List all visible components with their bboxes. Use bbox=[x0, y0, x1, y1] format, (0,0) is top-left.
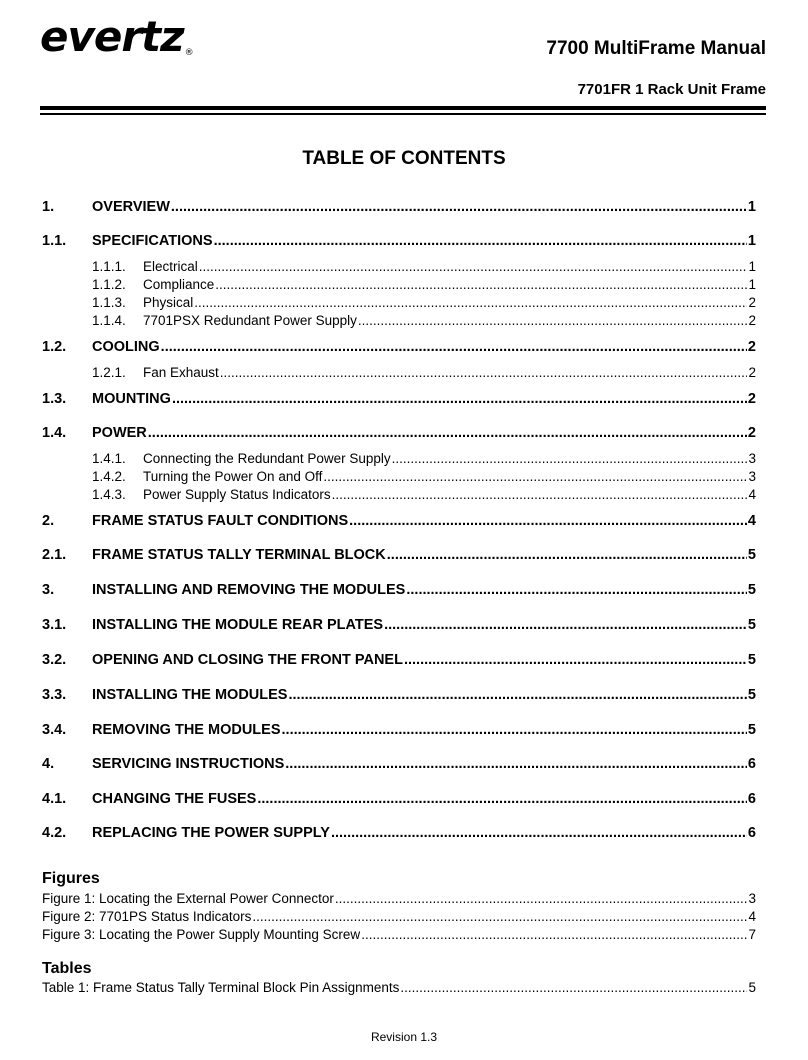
toc-entry[interactable] bbox=[42, 616, 756, 634]
entry-label: MOUNTING bbox=[92, 391, 171, 407]
dot-leader bbox=[358, 312, 748, 330]
entry-label: Figure 1: Locating the External Power Connector bbox=[42, 891, 334, 906]
toc-title: TABLE OF CONTENTS bbox=[302, 148, 506, 169]
entry-label: Figure 2: 7701PS Status Indicators bbox=[42, 909, 252, 924]
entry-label: CHANGING THE FUSES bbox=[92, 791, 257, 807]
dot-leader bbox=[384, 616, 747, 634]
entry-number: 1.4.2. bbox=[92, 469, 126, 484]
entry-page-number: 4 bbox=[748, 909, 756, 924]
dot-leader bbox=[406, 581, 747, 599]
toc-entry[interactable] bbox=[42, 276, 756, 294]
toc-entry[interactable] bbox=[42, 294, 756, 312]
dot-leader bbox=[199, 258, 748, 276]
toc-entry[interactable] bbox=[42, 424, 756, 442]
dot-leader bbox=[220, 364, 748, 382]
toc-entry[interactable] bbox=[42, 512, 756, 530]
manual-subtitle: 7701FR 1 Rack Unit Frame bbox=[577, 81, 766, 98]
toc-entry[interactable] bbox=[42, 312, 756, 330]
entry-label: Connecting the Redundant Power Supply bbox=[143, 451, 391, 466]
entry-page-number: 1 bbox=[747, 199, 756, 215]
entry-page-number: 2 bbox=[747, 391, 756, 407]
dot-leader bbox=[392, 450, 748, 468]
entry-label: Fan Exhaust bbox=[143, 365, 219, 380]
dot-leader bbox=[171, 198, 747, 216]
entry-page-number: 2 bbox=[748, 365, 756, 380]
entry-number: 3.4. bbox=[42, 722, 67, 738]
dot-leader bbox=[404, 651, 747, 669]
dot-leader bbox=[323, 468, 747, 486]
page-footer: Revision 1.3 bbox=[370, 1030, 438, 1044]
entry-number: 1.4. bbox=[42, 425, 67, 441]
entry-label: INSTALLING AND REMOVING THE MODULES bbox=[92, 582, 406, 598]
dot-leader bbox=[400, 979, 747, 997]
dot-leader bbox=[194, 294, 747, 312]
entry-page-number: 5 bbox=[747, 582, 756, 598]
entry-label: Physical bbox=[143, 295, 194, 310]
entry-label: INSTALLING THE MODULE REAR PLATES bbox=[92, 617, 384, 633]
entry-label: Table 1: Frame Status Tally Terminal Block Pin Assignments bbox=[42, 980, 400, 995]
entry-label: OPENING AND CLOSING THE FRONT PANEL bbox=[92, 652, 403, 668]
toc-entry[interactable] bbox=[42, 338, 756, 356]
entry-label: REPLACING THE POWER SUPPLY bbox=[92, 825, 330, 841]
registered-mark: ® bbox=[184, 48, 193, 58]
entry-page-number: 4 bbox=[748, 487, 756, 502]
entry-number: 1.4.1. bbox=[92, 451, 126, 466]
toc-entry[interactable] bbox=[42, 390, 756, 408]
entry-page-number: 5 bbox=[747, 722, 756, 738]
entry-label: FRAME STATUS FAULT CONDITIONS bbox=[92, 513, 349, 529]
logo-text: evertz bbox=[40, 12, 184, 61]
entry-page-number: 6 bbox=[747, 825, 756, 841]
entry-page-number: 2 bbox=[747, 339, 756, 355]
toc-entry[interactable] bbox=[42, 546, 756, 564]
dot-leader bbox=[214, 232, 747, 250]
entry-label: OVERVIEW bbox=[92, 199, 170, 215]
entry-number: 3.2. bbox=[42, 652, 67, 668]
entry-label: Turning the Power On and Off bbox=[143, 469, 323, 484]
toc-entry[interactable] bbox=[42, 468, 756, 486]
toc-entry[interactable] bbox=[42, 790, 756, 808]
dot-leader bbox=[331, 824, 747, 842]
toc-entry[interactable] bbox=[42, 686, 756, 704]
entry-number: 1.1.4. bbox=[92, 313, 126, 328]
entry-page-number: 6 bbox=[747, 791, 756, 807]
toc-entry[interactable] bbox=[42, 926, 756, 944]
entry-page-number: 4 bbox=[747, 513, 756, 529]
entry-page-number: 2 bbox=[747, 425, 756, 441]
toc-entry[interactable] bbox=[42, 890, 756, 908]
dot-leader bbox=[285, 755, 747, 773]
entry-page-number: 7 bbox=[748, 927, 756, 942]
entry-label: SERVICING INSTRUCTIONS bbox=[92, 756, 285, 772]
entry-label: INSTALLING THE MODULES bbox=[92, 687, 288, 703]
entry-number: 4.2. bbox=[42, 825, 67, 841]
dot-leader bbox=[257, 790, 747, 808]
header-rule-thin bbox=[40, 113, 766, 115]
entry-page-number: 1 bbox=[748, 259, 756, 274]
entry-number: 1.1.1. bbox=[92, 259, 126, 274]
entry-page-number: 5 bbox=[747, 617, 756, 633]
entry-page-number: 3 bbox=[748, 469, 756, 484]
entry-page-number: 3 bbox=[748, 891, 756, 906]
entry-number: 1.1. bbox=[42, 233, 67, 249]
toc-entry[interactable] bbox=[42, 581, 756, 599]
dot-leader bbox=[349, 512, 747, 530]
dot-leader bbox=[335, 890, 748, 908]
entry-page-number: 2 bbox=[748, 295, 756, 310]
toc-entry[interactable] bbox=[42, 908, 756, 926]
toc-entry[interactable] bbox=[42, 824, 756, 842]
entry-label: 7701PSX Redundant Power Supply bbox=[143, 313, 357, 328]
toc-entry[interactable] bbox=[42, 258, 756, 276]
entry-page-number: 5 bbox=[747, 652, 756, 668]
tables-heading: Tables bbox=[42, 960, 92, 977]
toc-entry[interactable] bbox=[42, 364, 756, 382]
entry-label: Figure 3: Locating the Power Supply Mounting Screw bbox=[42, 927, 361, 942]
entry-number: 1.1.2. bbox=[92, 277, 126, 292]
dot-leader bbox=[288, 686, 746, 704]
entry-page-number: 5 bbox=[747, 687, 756, 703]
dot-leader bbox=[387, 546, 747, 564]
entry-number: 4. bbox=[42, 756, 55, 772]
entry-page-number: 6 bbox=[747, 756, 756, 772]
entry-label: POWER bbox=[92, 425, 147, 441]
entry-page-number: 1 bbox=[747, 233, 756, 249]
entry-page-number: 2 bbox=[748, 313, 756, 328]
dot-leader bbox=[332, 486, 748, 504]
dot-leader bbox=[361, 926, 747, 944]
entry-label: SPECIFICATIONS bbox=[92, 233, 213, 249]
entry-number: 1. bbox=[42, 199, 55, 215]
manual-title: 7700 MultiFrame Manual bbox=[546, 38, 766, 59]
entry-number: 1.3. bbox=[42, 391, 67, 407]
toc-entry[interactable] bbox=[42, 651, 756, 669]
entry-label: Electrical bbox=[143, 259, 198, 274]
toc-entry[interactable] bbox=[42, 450, 756, 468]
toc-entry[interactable] bbox=[42, 486, 756, 504]
dot-leader bbox=[282, 721, 747, 739]
toc-entry[interactable] bbox=[42, 232, 756, 250]
entry-label: REMOVING THE MODULES bbox=[92, 722, 281, 738]
entry-number: 3.1. bbox=[42, 617, 67, 633]
entry-label: FRAME STATUS TALLY TERMINAL BLOCK bbox=[92, 547, 386, 563]
evertz-logo bbox=[40, 12, 193, 61]
dot-leader bbox=[252, 908, 747, 926]
entry-number: 1.4.3. bbox=[92, 487, 126, 502]
entry-number: 1.2. bbox=[42, 339, 67, 355]
entry-number: 1.1.3. bbox=[92, 295, 126, 310]
entry-label: Compliance bbox=[143, 277, 215, 292]
entry-page-number: 5 bbox=[748, 980, 756, 995]
entry-page-number: 3 bbox=[748, 451, 756, 466]
dot-leader bbox=[148, 424, 747, 442]
toc-entry[interactable] bbox=[42, 721, 756, 739]
entry-label: Power Supply Status Indicators bbox=[143, 487, 331, 502]
toc-entry[interactable] bbox=[42, 198, 756, 216]
entry-number: 2. bbox=[42, 513, 55, 529]
dot-leader bbox=[215, 276, 747, 294]
dot-leader bbox=[172, 390, 747, 408]
entry-number: 1.2.1. bbox=[92, 365, 126, 380]
header-rule-thick bbox=[40, 106, 766, 110]
entry-number: 2.1. bbox=[42, 547, 67, 563]
figures-heading: Figures bbox=[42, 870, 100, 887]
entry-number: 4.1. bbox=[42, 791, 67, 807]
entry-label: COOLING bbox=[92, 339, 160, 355]
entry-page-number: 5 bbox=[747, 547, 756, 563]
entry-number: 3.3. bbox=[42, 687, 67, 703]
entry-page-number: 1 bbox=[748, 277, 756, 292]
toc-entry[interactable] bbox=[42, 755, 756, 773]
entry-number: 3. bbox=[42, 582, 55, 598]
toc-entry[interactable] bbox=[42, 979, 756, 997]
dot-leader bbox=[161, 338, 747, 356]
